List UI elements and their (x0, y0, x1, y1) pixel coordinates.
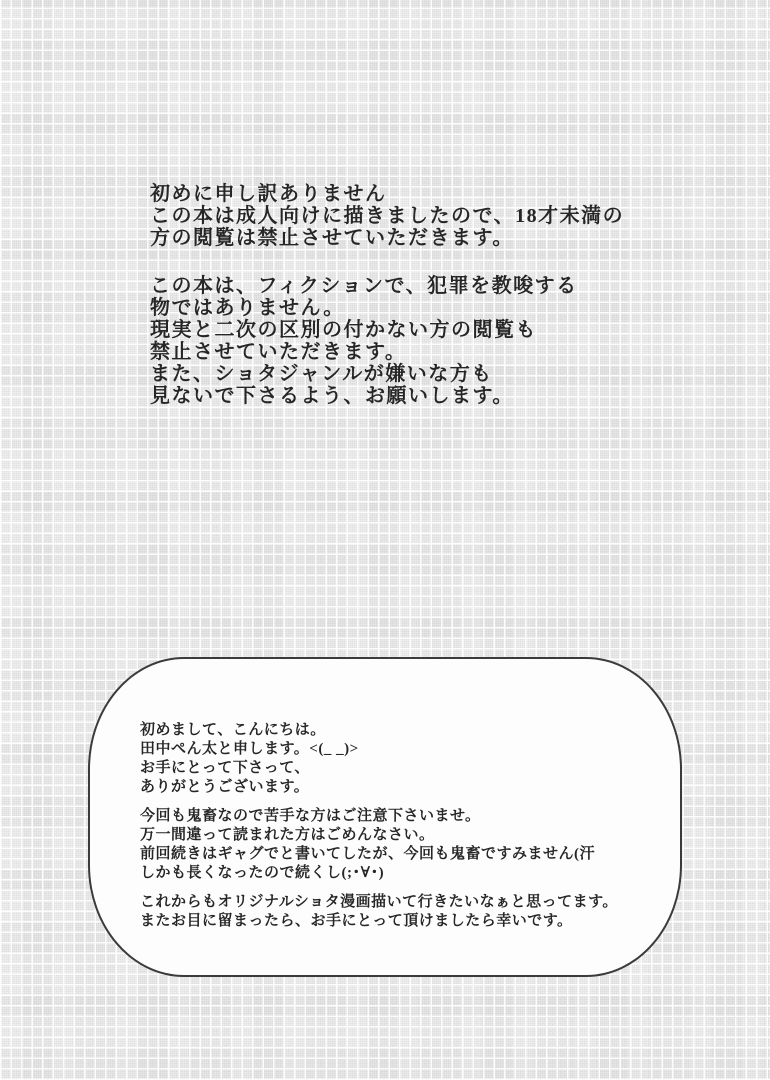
greeting-box (88, 657, 682, 977)
disclaimer-line: この本は成人向けに描きましたので、18才未満の (150, 205, 625, 227)
disclaimer-line: 禁止させていただきます。 (150, 341, 407, 363)
greeting-line: しかも長くなったので続くし(;･∀･) (140, 865, 385, 881)
disclaimer-line: 物ではありません。 (150, 297, 345, 319)
greeting-line: これからもオリジナルショタ漫画描いて行きたいなぁと思ってます。 (140, 894, 618, 910)
greeting-line: 前回続きはギャグでと書いてしたが、今回も鬼畜ですみません(汗 (140, 846, 595, 862)
disclaimer-paragraph-1 (150, 183, 624, 249)
greeting-line: 万一間違って読まれた方はごめんなさい。 (140, 827, 435, 843)
greeting-line: 田中ぺん太と申します。<(_ _)> (140, 741, 359, 757)
disclaimer-line: この本は、フィクションで、犯罪を教唆する (150, 275, 578, 297)
disclaimer-line: 現実と二次の区別の付かない方の閲覧も (150, 319, 537, 341)
greeting-paragraph-1 (140, 721, 652, 797)
disclaimer-paragraph-2 (150, 275, 624, 407)
age-disclaimer (150, 183, 624, 407)
greeting-line: またお目に留まったら、お手にとって頂けましたら幸いです。 (140, 913, 573, 929)
greeting-line: 初めまして、こんにちは。 (140, 722, 326, 738)
greeting-line: 今回も鬼畜なので苦手な方はご注意下さいませ。 (140, 808, 481, 824)
disclaimer-line: 見ないで下さるよう、お願いします。 (150, 385, 514, 407)
greeting-paragraph-2 (140, 807, 652, 883)
greeting-line: お手にとって下さって、 (140, 760, 310, 776)
greeting-paragraph-3 (140, 893, 652, 931)
disclaimer-line: 初めに申し訳ありません (150, 183, 387, 205)
disclaimer-line: 方の閲覧は禁止させていただきます。 (150, 227, 514, 249)
greeting-line: ありがとうございます。 (140, 779, 310, 795)
disclaimer-line: また、ショタジャンルが嫌いな方も (150, 363, 493, 385)
